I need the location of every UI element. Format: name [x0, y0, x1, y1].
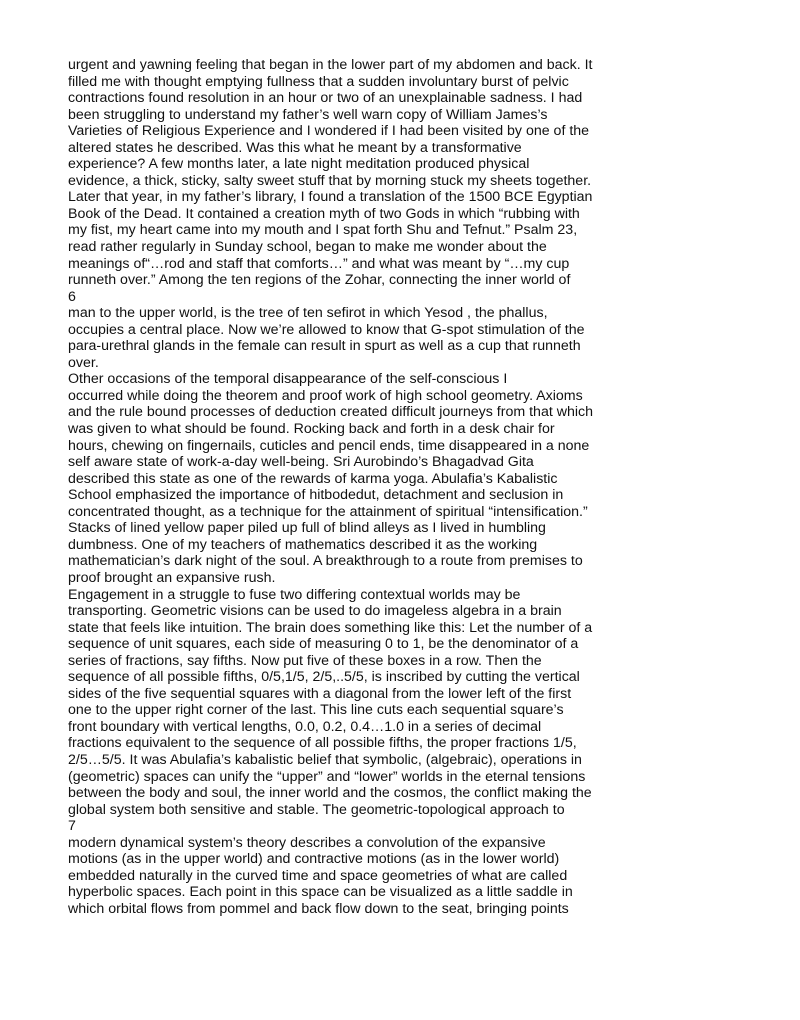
- text-line: modern dynamical system’s theory describes a convolution of the expansive: [68, 834, 546, 851]
- text-line: and the rule bound processes of deduction created difficult journeys from that which: [68, 404, 593, 421]
- text-line: sequence of unit squares, each side of measuring 0 to 1, be the denominator of a: [68, 636, 579, 653]
- text-line: motions (as in the upper world) and contractive motions (as in the lower world): [68, 851, 560, 868]
- text-line: experience? A few months later, a late night meditation produced physical: [68, 156, 530, 173]
- text-line: over.: [68, 354, 99, 371]
- text-line: was given to what should be found. Rocking back and forth in a desk chair for: [68, 421, 555, 438]
- text-line: Engagement in a struggle to fuse two differing contextual worlds may be: [68, 586, 521, 603]
- text-line: (geometric) spaces can unify the “upper” and “lower” worlds in the eternal tensions: [68, 768, 586, 785]
- text-line: hyperbolic spaces. Each point in this space can be visualized as a little saddle in: [68, 884, 573, 901]
- text-line: mathematician’s dark night of the soul. A breakthrough to a route from premises to: [68, 553, 583, 570]
- text-line: series of fractions, say fifths. Now put five of these boxes in a row. Then the: [68, 652, 542, 669]
- text-line: dumbness. One of my teachers of mathematics described it as the working: [68, 536, 538, 553]
- text-line: meanings of“…rod and staff that comforts…” and what was meant by “…my cup: [68, 255, 570, 272]
- text-line: global system both sensitive and stable. The geometric-topological approach to: [68, 801, 565, 818]
- text-line: read rather regularly in Sunday school, began to make me wonder about the: [68, 239, 547, 256]
- text-line: filled me with thought emptying fullness that a sudden involuntary burst of pelvic: [68, 73, 569, 90]
- text-line: para-urethral glands in the female can result in spurt as well as a cup that runneth: [68, 338, 581, 355]
- text-line: urgent and yawning feeling that began in the lower part of my abdomen and back. It: [68, 57, 593, 73]
- text-line: occupies a central place. Now we’re allowed to know that G-spot stimulation of the: [68, 321, 585, 338]
- text-line: Other occasions of the temporal disappearance of the self-conscious I: [68, 371, 508, 388]
- text-line: runneth over.” Among the ten regions of the Zohar, connecting the inner world of: [68, 272, 571, 289]
- text-line: one to the upper right corner of the last. This line cuts each sequential square’s: [68, 702, 564, 719]
- page-number: 6: [68, 288, 76, 305]
- text-line: front boundary with vertical lengths, 0.0, 0.2, 0.4…1.0 in a series of decimal: [68, 718, 542, 735]
- text-line: Varieties of Religious Experience and I wondered if I had been visited by one of the: [68, 123, 590, 140]
- text-line: fractions equivalent to the sequence of all possible fifths, the proper fractions 1/5,: [68, 735, 577, 752]
- text-line: Stacks of lined yellow paper piled up full of blind alleys as I lived in humbling: [68, 520, 546, 537]
- text-line: occurred while doing the theorem and proof work of high school geometry. Axioms: [68, 387, 583, 404]
- document-page: [68, 57, 748, 917]
- text-line: my fist, my heart came into my mouth and I spat forth Shu and Tefnut.” Psalm 23,: [68, 222, 578, 239]
- text-line: contractions found resolution in an hour or two of an unexplainable sadness. I had: [68, 90, 583, 107]
- text-line: transporting. Geometric visions can be used to do imageless algebra in a brain: [68, 603, 562, 620]
- text-line: state that feels like intuition. The brain does something like this: Let the number of a: [68, 619, 593, 636]
- page-number: 7: [68, 818, 76, 835]
- text-line: described this state as one of the rewards of karma yoga. Abulafia’s Kabalistic: [68, 470, 558, 487]
- text-line: School emphasized the importance of hitbodedut, detachment and seclusion in: [68, 487, 564, 504]
- text-line: sides of the five sequential squares with a diagonal from the lower left of the first: [68, 685, 572, 702]
- text-line: which orbital flows from pommel and back flow down to the seat, bringing points: [68, 900, 569, 917]
- text-line: embedded naturally in the curved time and space geometries of what are called: [68, 867, 568, 884]
- text-line: self aware state of work-a-day well-being. Sri Aurobindo’s Bhagadvad Gita: [68, 454, 534, 471]
- text-line: hours, chewing on fingernails, cuticles and pencil ends, time disappeared in a none: [68, 437, 590, 454]
- text-line: between the body and soul, the inner world and the cosmos, the conflict making the: [68, 785, 592, 802]
- text-line: evidence, a thick, sticky, salty sweet stuff that by morning stuck my sheets together.: [68, 172, 592, 189]
- text-line: sequence of all possible fifths, 0/5,1/5, 2/5,..5/5, is inscribed by cutting the vertical: [68, 669, 580, 686]
- text-line: Book of the Dead. It contained a creation myth of two Gods in which “rubbing with: [68, 205, 580, 222]
- text-line: proof brought an expansive rush.: [68, 569, 276, 586]
- text-line: been struggling to understand my father’s well warn copy of William James’s: [68, 106, 548, 123]
- text-line: man to the upper world, is the tree of ten sefirot in which Yesod , the phallus,: [68, 305, 548, 322]
- text-line: concentrated thought, as a technique for the attainment of spiritual “intensification.”: [68, 503, 588, 520]
- text-line: Later that year, in my father’s library, I found a translation of the 1500 BCE Egyptian: [68, 189, 593, 206]
- text-line: 2/5…5/5. It was Abulafia’s kabalistic belief that symbolic, (algebraic), operations in: [68, 751, 582, 768]
- text-line: altered states he described. Was this what he meant by a transformative: [68, 139, 522, 156]
